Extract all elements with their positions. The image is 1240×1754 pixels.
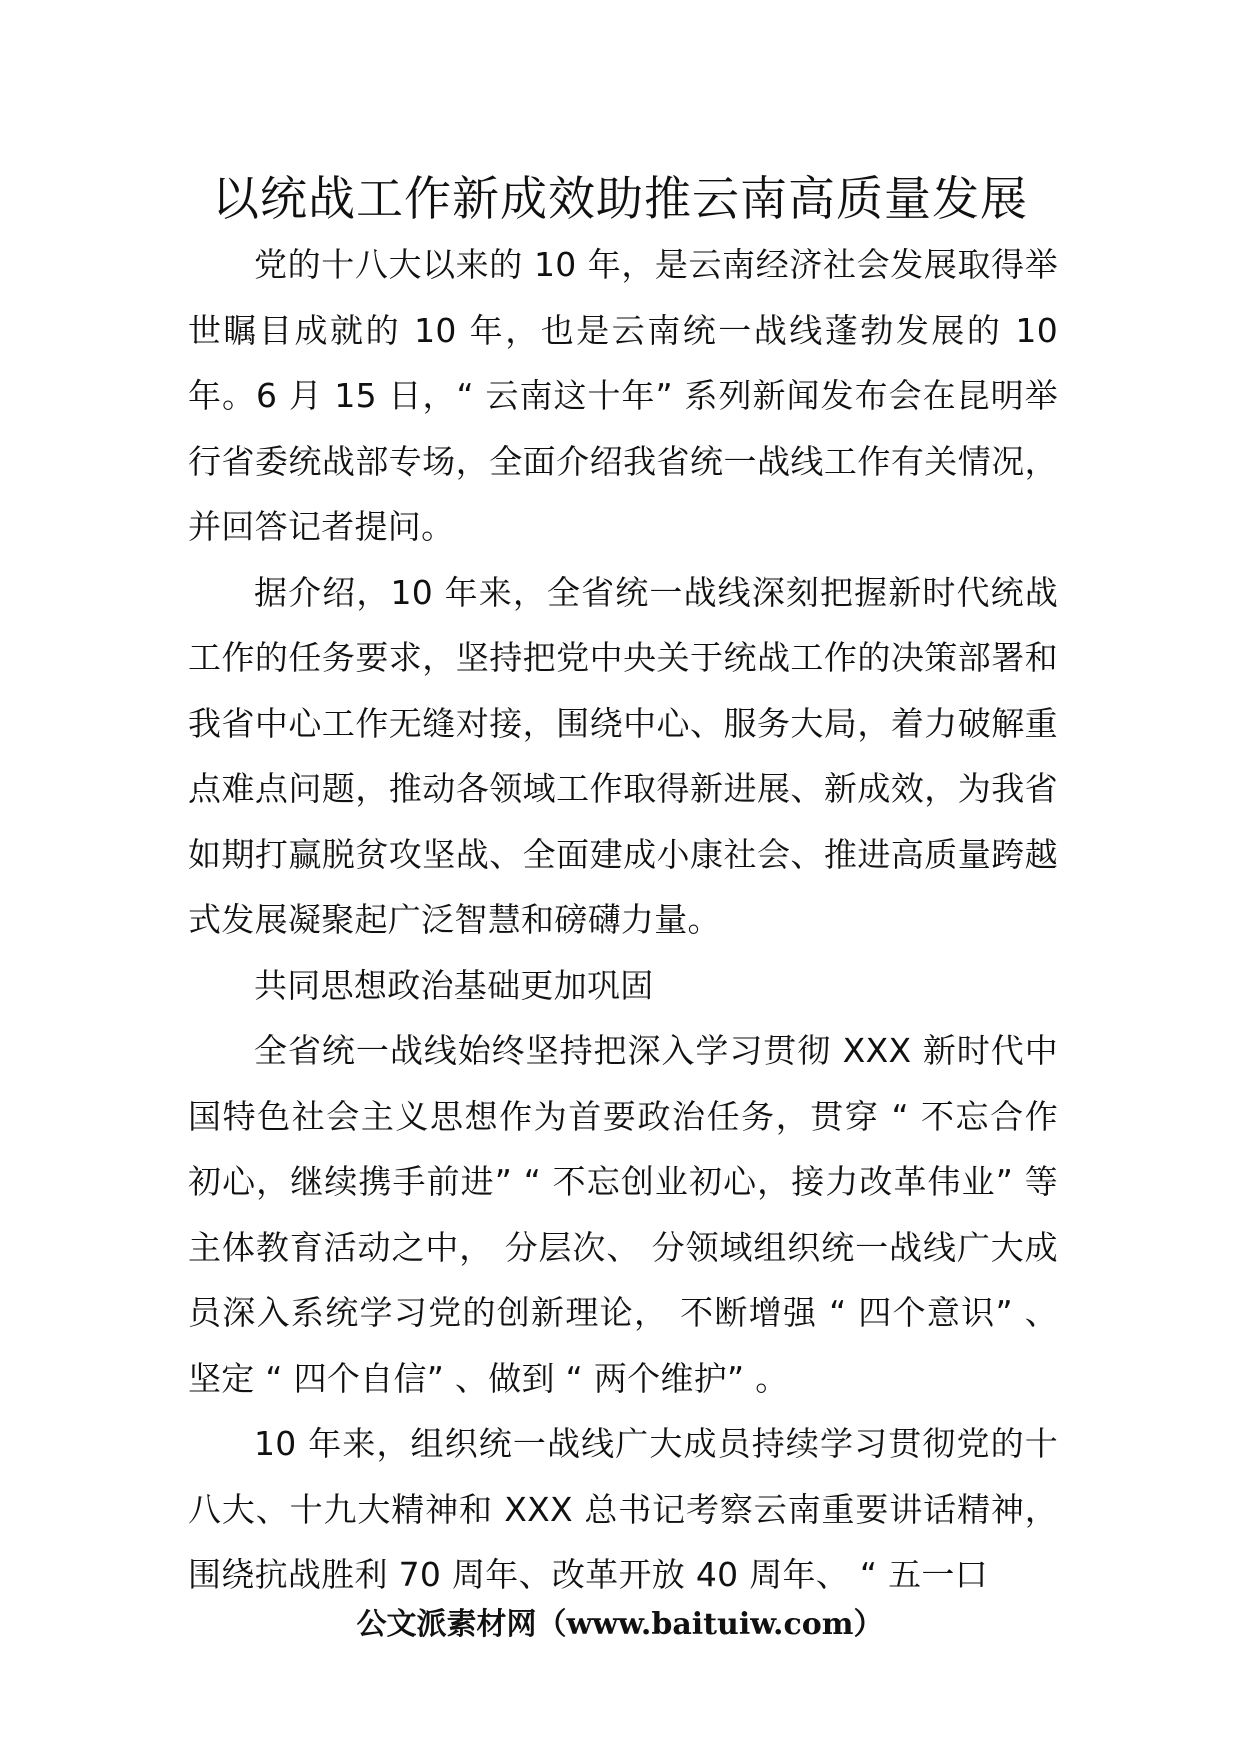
section-heading: 共同思想政治基础更加巩固 — [254, 965, 654, 1005]
paragraph-3: 全省统一战线始终坚持把深入学习贯彻 XXX 新时代中国特色社会主义思想作为首要政治任务，贯穿 “ 不忘合作初心，继续携手前进” “ 不忘创业初心，接力改革伟业” 等主体教育活动之中， 分层次、 分领域组织统一战线广大成员深入系统学习党的创新理论， 不断增强 “ 四个意识” 、坚定 “ 四个自信” 、做到 “ 两个维护” 。 — [188, 1031, 1058, 1398]
paragraph-4: 10 年来，组织统一战线广大成员持续学习贯彻党的十八大、十九大精神和 XXX 总书记考察云南重要讲话精神，围绕抗战胜利 70 周年、改革开放 40 周年、 “ 五一口 — [188, 1424, 1058, 1594]
paragraph-2: 据介绍，10 年来，全省统一战线深刻把握新时代统战工作的任务要求，坚持把党中央关于统战工作的决策部署和我省中心工作无缝对接，围绕中心、服务大局，着力破解重点难点问题，推动各领域工作取得新进展、新成效，为我省如期打赢脱贫攻坚战、全面建成小康社会、推进高质量跨越式发展凝聚起广泛智慧和磅礴力量。 — [188, 572, 1058, 939]
document-body — [188, 232, 1058, 1608]
paragraph-1: 党的十八大以来的 10 年，是云南经济社会发展取得举世瞩目成就的 10 年，也是云南统一战线蓬勃发展的 10 年。6 月 15 日，“ 云南这十年” 系列新闻发布会在昆明举行省委统战部专场，全面介绍我省统一战线工作有关情况，并回答记者提问。 — [188, 245, 1058, 546]
footer-watermark: 公文派素材网（www.baituiw.com） — [356, 1607, 884, 1642]
document-title: 以统战工作新成效助推云南高质量发展 — [212, 172, 1028, 227]
